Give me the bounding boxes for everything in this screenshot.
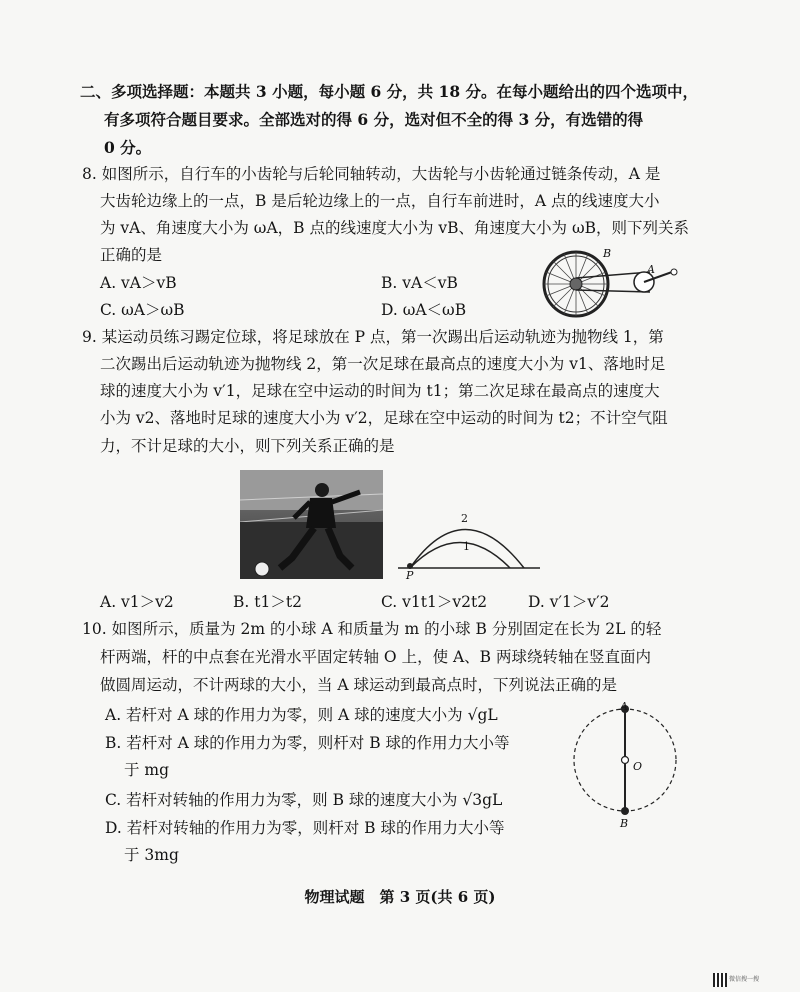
q10-option-d-line-2: 于 3mg bbox=[124, 846, 179, 864]
watermark-text: 微信搜一搜 bbox=[729, 976, 760, 983]
q10-option-b-line-1: B. 若杆对 A 球的作用力为零，则杆对 B 球的作用力大小等 bbox=[105, 734, 510, 752]
page-footer: 物理试题 第 3 页(共 6 页) bbox=[304, 888, 496, 906]
section-header-line-3: 0 分。 bbox=[104, 138, 152, 157]
rod-label-o: O bbox=[633, 760, 643, 773]
q10-option-a: A. 若杆对 A 球的作用力为零，则 A 球的速度大小为 √gL bbox=[105, 706, 498, 724]
q10-option-b-line-2: 于 mg bbox=[124, 761, 170, 779]
q8-option-b: B. vA＜vB bbox=[381, 274, 458, 292]
q9-stem-line-1: 9. 某运动员练习踢定位球，将足球放在 P 点，第一次踢出后运动轨迹为抛物线 1，第 bbox=[82, 328, 664, 346]
q9-stem-line-3: 球的速度大小为 v′1，足球在空中运动的时间为 t1；第二次足球在最高点的速度大 bbox=[100, 382, 660, 400]
q8-label-b: B bbox=[603, 247, 612, 260]
q10-option-d-line-1: D. 若杆对转轴的作用力为零，则杆对 B 球的作用力大小等 bbox=[105, 819, 505, 837]
q10-stem-line-3: 做圆周运动，不计两球的大小，当 A 球运动到最高点时，下列说法正确的是 bbox=[100, 676, 618, 694]
q8-stem-line-3: 为 vA、角速度大小为 ωA，B 点的线速度大小为 vB、角速度大小为 ωB，则下列关系 bbox=[100, 219, 689, 237]
trajectory-label-p: P bbox=[406, 569, 414, 582]
q8-label-a: A bbox=[647, 263, 655, 276]
trajectory-label-2: 2 bbox=[461, 512, 468, 525]
q8-stem-line-1: 8. 如图所示，自行车的小齿轮与后轮同轴转动，大齿轮与小齿轮通过链条传动，A 是 bbox=[82, 165, 661, 183]
section-header-line-2: 有多项符合题目要求。全部选对的得 6 分，选对但不全的得 3 分，有选错的得 bbox=[104, 110, 644, 129]
bicycle-wheel-figure bbox=[540, 244, 690, 324]
q9-stem-line-2: 二次踢出后运动轨迹为抛物线 2，第一次足球在最高点的速度大小为 v1、落地时足 bbox=[100, 355, 666, 373]
trajectory-label-1: 1 bbox=[463, 540, 470, 553]
q10-stem-line-1: 10. 如图所示，质量为 2m 的小球 A 和质量为 m 的小球 B 分别固定在长为 2L 的轻 bbox=[82, 620, 662, 638]
rotating-rod-figure bbox=[568, 700, 683, 820]
q9-option-c: C. v1t1＞v2t2 bbox=[381, 593, 488, 611]
soccer-player-photo bbox=[240, 470, 383, 579]
q9-stem-line-5: 力，不计足球的大小，则下列关系正确的是 bbox=[100, 437, 395, 455]
rod-label-b: B bbox=[620, 817, 629, 830]
q8-option-d: D. ωA＜ωB bbox=[381, 301, 467, 319]
q8-option-a: A. vA＞vB bbox=[100, 274, 177, 292]
q9-option-d: D. v′1＞v′2 bbox=[528, 593, 610, 611]
q8-stem-line-4: 正确的是 bbox=[100, 246, 163, 264]
q8-stem-line-2: 大齿轮边缘上的一点，B 是后轮边缘上的一点，自行车前进时，A 点的线速度大小 bbox=[100, 192, 660, 210]
qr-code-icon bbox=[713, 973, 727, 987]
q9-option-a: A. v1＞v2 bbox=[100, 593, 174, 611]
q9-stem-line-4: 小为 v2、落地时足球的速度大小为 v′2，足球在空中运动的时间为 t2；不计空气阻 bbox=[100, 409, 668, 427]
q9-option-b: B. t1＞t2 bbox=[233, 593, 302, 611]
q10-option-c: C. 若杆对转轴的作用力为零，则 B 球的速度大小为 √3gL bbox=[105, 791, 503, 809]
section-header-line-1: 二、多项选择题：本题共 3 小题，每小题 6 分，共 18 分。在每小题给出的四个选项中， bbox=[80, 82, 699, 101]
rod-label-a: A bbox=[620, 700, 628, 713]
q8-option-c: C. ωA＞ωB bbox=[100, 301, 185, 319]
trajectory-figure bbox=[398, 505, 548, 585]
q10-stem-line-2: 杆两端，杆的中点套在光滑水平固定转轴 O 上，使 A、B 两球绕转轴在竖直面内 bbox=[100, 648, 652, 666]
